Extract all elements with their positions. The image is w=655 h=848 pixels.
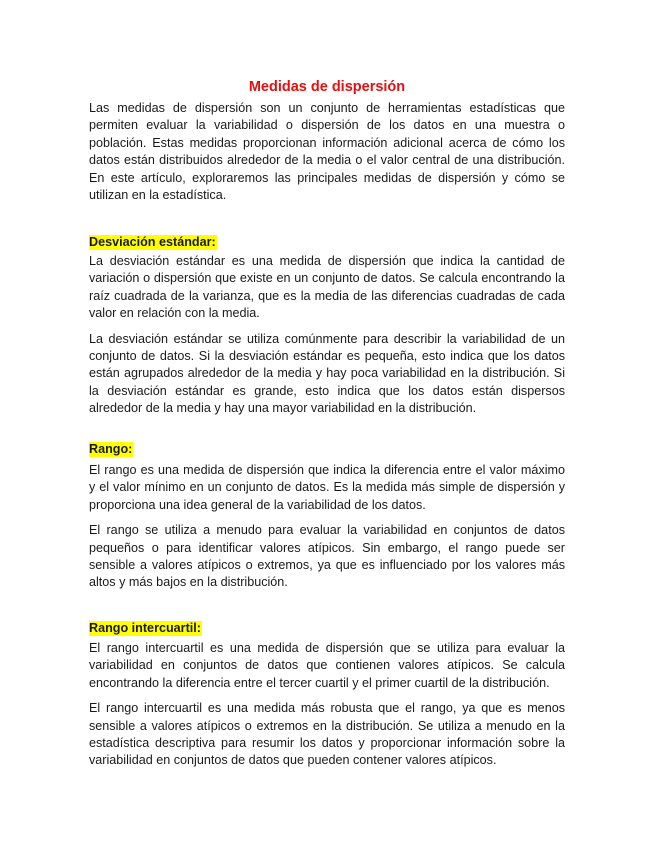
section-rango-body bbox=[89, 462, 565, 592]
section-paragraph: La desviación estándar es una medida de dispersión que indica la cantidad de variación o dispersión que existe en un conjunto de datos. Se calcula encontrando la raíz cuadrada de la varianza, que es la media de las diferencias cuadradas de cada valor en relación con la media. bbox=[89, 254, 565, 321]
section-heading-rango bbox=[89, 441, 133, 457]
section-heading-desviacion bbox=[89, 234, 217, 250]
section-heading-label: Rango: bbox=[89, 442, 133, 456]
section-heading-label: Desviación estándar: bbox=[89, 235, 216, 249]
section-heading-label: Rango intercuartil: bbox=[89, 621, 201, 635]
intro-paragraph: Las medidas de dispersión son un conjunto de herramientas estadísticas que permiten evaluar la variabilidad o dispersión de los datos en una muestra o población. Estas medidas proporcionan información adicional acerca de cómo los datos están distribuidos alrededor de la media o el valor central de una distribución. En este artículo, exploraremos las principales medidas de dispersión y cómo se utilizan en la estadística. bbox=[89, 101, 565, 203]
section-paragraph: El rango intercuartil es una medida de dispersión que se utiliza para evaluar la variabilidad en conjuntos de datos que contienen valores atípicos. Se calcula encontrando la diferencia entre el tercer cuartil y el primer cuartil de la distribución. bbox=[89, 641, 565, 690]
page-title: Medidas de dispersión bbox=[248, 79, 406, 95]
section-paragraph: El rango es una medida de dispersión que indica la diferencia entre el valor máximo y el valor mínimo en un conjunto de datos. Es la medida más simple de dispersión y proporciona una idea general de la variabilidad de los datos. bbox=[89, 463, 565, 512]
section-rango-intercuartil-body bbox=[89, 640, 565, 770]
section-paragraph: El rango se utiliza a menudo para evaluar la variabilidad en conjuntos de datos pequeños o para identificar valores atípicos. Sin embargo, el rango puede ser sensible a valores atípicos o extremos, ya que es influenciado por los valores más altos y más bajos en la distribución. bbox=[89, 523, 565, 590]
intro-block bbox=[89, 100, 565, 204]
section-paragraph: La desviación estándar se utiliza comúnmente para describir la variabilidad de un conjunto de datos. Si la desviación estándar es pequeña, esto indica que los datos están agrupados alrededor de la media y hay poca variabilidad en la distribución. Si la desviación estándar es grande, esto indica que los datos están dispersos alrededor de la media y hay una mayor variabilidad en la distribución. bbox=[89, 331, 565, 416]
section-paragraph: El rango intercuartil es una medida más robusta que el rango, ya que es menos sensible a valores atípicos o extremos en la distribución. Se utiliza a menudo en la estadística descriptiva para resumir los datos y proporcionar información sobre la variabilidad en conjuntos de datos que pueden contener valores atípicos. bbox=[89, 701, 565, 768]
section-desviacion-body bbox=[89, 253, 565, 418]
section-heading-rango-intercuartil bbox=[89, 620, 202, 636]
